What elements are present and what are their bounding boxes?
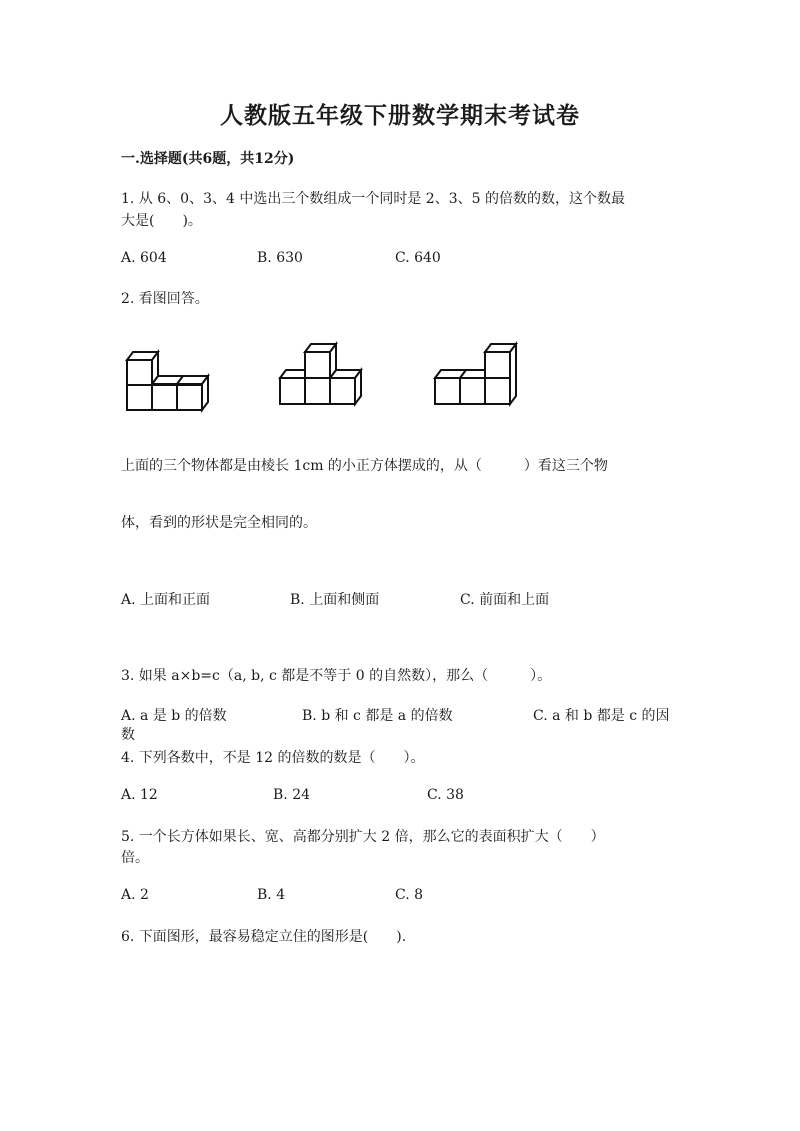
q1-line-2: 大是( )。 <box>121 213 202 229</box>
q2-line-1: 2. 看图回答。 <box>121 291 209 307</box>
q5-option-a: A. 2 <box>121 887 149 903</box>
q2-option-a: A. 上面和正面 <box>121 592 211 608</box>
q3-line-1: 3. 如果 a×b=c（a, b, c 都是不等于 0 的自然数），那么（ ）。 <box>121 668 552 684</box>
q4-option-a: A. 12 <box>121 787 158 803</box>
q4-option-c: C. 38 <box>427 787 464 803</box>
q3-option-b: B. b 和 c 都是 a 的倍数 <box>302 708 453 724</box>
q5-line-1: 5. 一个长方体如果长、宽、高都分别扩大 2 倍，那么它的表面积扩大（ ） <box>121 829 605 845</box>
q3-option-a: A. a 是 b 的倍数 <box>121 708 227 724</box>
page-title: 人教版五年级下册数学期末考试卷 <box>220 102 580 129</box>
q2-option-c: C. 前面和上面 <box>460 592 550 608</box>
q6-line-1: 6. 下面图形，最容易稳定立住的图形是( ). <box>121 929 407 945</box>
section-heading: 一.选择题(共6题，共12分) <box>121 151 295 167</box>
q5-option-c: C. 8 <box>395 887 424 903</box>
q3-option-c: C. a 和 b 都是 c 的因 <box>533 708 670 724</box>
q1-option-b: B. 630 <box>257 250 303 266</box>
q5-line-2: 倍。 <box>121 850 149 866</box>
cube-figures <box>115 340 535 420</box>
q1-line-1: 1. 从 6、0、3、4 中选出三个数组成一个同时是 2、3、5 的倍数的数，这个数最 <box>121 191 625 207</box>
q3-option-c-wrap: 数 <box>121 727 135 743</box>
q2-line-2: 上面的三个物体都是由棱长 1cm 的小正方体摆成的，从（ ）看这三个物 <box>121 458 608 474</box>
q5-option-b: B. 4 <box>257 887 286 903</box>
cube-figure-1 <box>127 352 208 410</box>
q2-option-b: B. 上面和侧面 <box>290 592 380 608</box>
cube-figure-3 <box>435 344 516 404</box>
q1-option-c: C. 640 <box>395 250 441 266</box>
q4-option-b: B. 24 <box>273 787 311 803</box>
cube-figure-2 <box>280 344 361 404</box>
q2-line-3: 体，看到的形状是完全相同的。 <box>121 515 317 531</box>
q4-line-1: 4. 下列各数中，不是 12 的倍数的数是（ ）。 <box>121 750 425 766</box>
q1-option-a: A. 604 <box>121 250 167 266</box>
